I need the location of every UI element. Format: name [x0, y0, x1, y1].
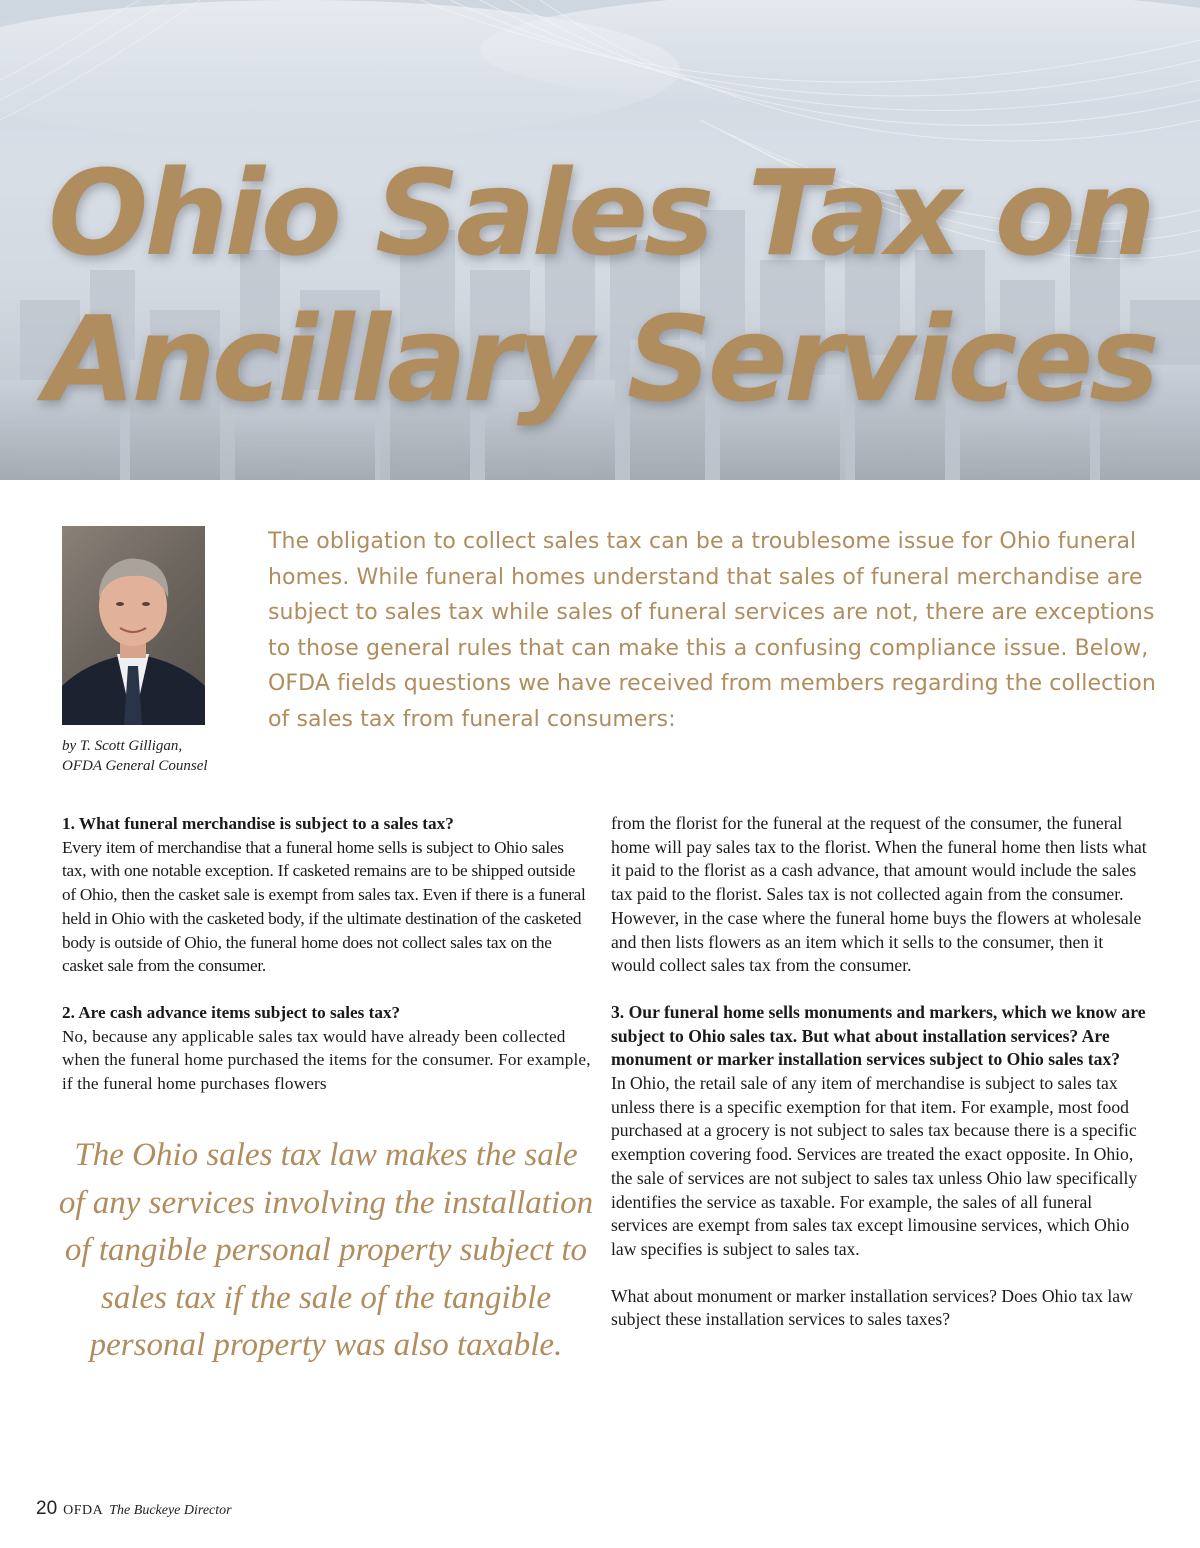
question-2-body: No, because any applicable sales tax would have already been collected when the funeral home purchased the items for the consumer. For example, if the funeral home purchases flowers [62, 1026, 591, 1094]
article-title-line-2: Ancillary Services [44, 290, 1156, 428]
question-3-body-2: What about monument or marker installation services? Does Ohio tax law subject these installation services to sales taxes? [611, 1285, 1133, 1330]
byline-role: OFDA General Counsel [62, 758, 208, 774]
page-footer [36, 1498, 232, 1520]
article-title [0, 140, 1200, 432]
question-1-body: Every item of merchandise that a funeral home sells is subject to Ohio sales tax, with one notable exception. If casketed remains are to be shipped outside of Ohio, then the casket sale is exempt from sales tax. Even if there is a funeral held in Ohio with the casketed body, if the ultimate destination of the casketed body is outside of Ohio, the funeral home does not collect sales tax on the casket sale from the consumer. [62, 837, 586, 976]
question-3-body: In Ohio, the retail sale of any item of merchandise is subject to sales tax unless there is a specific exemption for that item. For example, most food purchased at a grocery is not subject to sales tax because there is a specific exemption covering food. Services are treated the exact opposite. In Ohio, the sale of services are not subject to sales tax unless Ohio law specifically identifies the service as taxable. For example, the sales of all funeral services are exempt from sales tax except limousine services, which Ohio law specifies is subject to sales tax. [611, 1073, 1138, 1259]
intro-paragraph: The obligation to collect sales tax can be a troublesome issue for Ohio funeral homes. While funeral homes understand that sales of funeral merchandise are subject to sales tax while sales of funeral services are not, there are exceptions to those general rules that can make this a confusing compliance issue. Below, OFDA fields questions we have received from members regarding the collection of sales tax from funeral consumers: [268, 529, 1156, 732]
byline-name: by T. Scott Gilligan, [62, 738, 183, 754]
author-photo [62, 526, 205, 725]
article-title-line-1: Ohio Sales Tax on [48, 144, 1152, 282]
page-number: 20 [36, 1498, 58, 1519]
left-column [62, 812, 592, 1096]
question-2-title: 2. Are cash advance items subject to sales tax? [62, 1002, 401, 1022]
footer-org: OFDA [63, 1503, 104, 1518]
author-byline [62, 736, 262, 776]
question-2-body-continued: from the florist for the funeral at the request of the consumer, the funeral home will pay sales tax to the florist. When the funeral home then lists what it paid to the florist as a cash advance, that amount would include the sales tax paid to the florist. Sales tax is not collected again from the consumer. However, in the case where the funeral home buys the flowers at wholesale and then lists flowers as an item which it sells to the consumer, then it would collect sales tax from the consumer. [611, 813, 1147, 976]
question-1-title: 1. What funeral merchandise is subject to a sales tax? [62, 814, 454, 833]
footer-magazine-title: The Buckeye Director [109, 1503, 232, 1518]
pull-quote: The Ohio sales tax law makes the sale of any services involving the installation of tangible personal property subject to sales tax if the sale of the tangible personal property was also taxable. [58, 1137, 594, 1363]
hero-banner [0, 0, 1200, 480]
right-column [611, 812, 1151, 1332]
question-3-title: 3. Our funeral home sells monuments and markers, which we know are subject to Ohio sales tax. But what about installation services? Are monument or marker installation services subject to Ohio sales tax? [611, 1001, 1146, 1070]
